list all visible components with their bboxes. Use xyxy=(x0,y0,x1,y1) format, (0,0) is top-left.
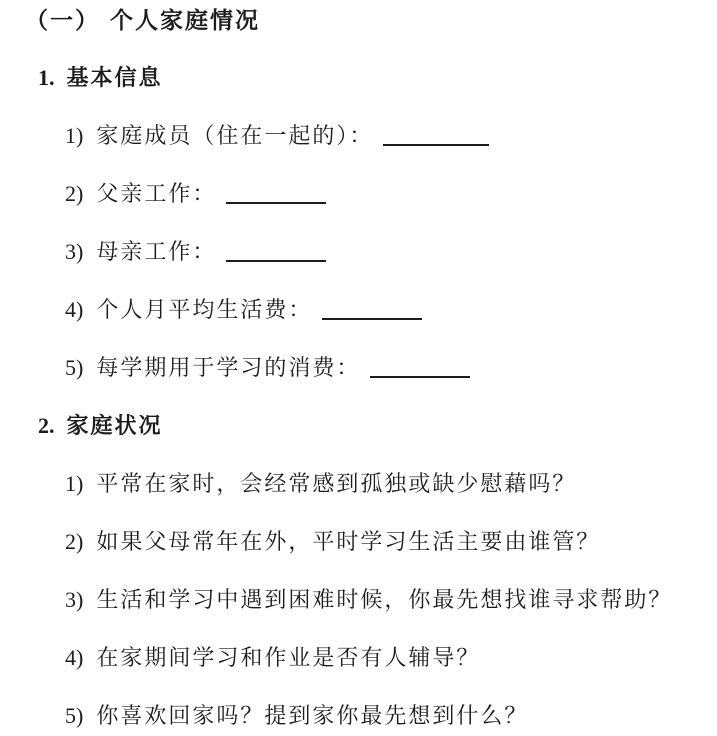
answer-blank-line xyxy=(383,124,489,146)
question-item-seek-help xyxy=(65,584,709,616)
item-label: 你喜欢回家吗？提到家你最先想到什么？ xyxy=(96,704,529,729)
item-label: 如果父母常年在外，平时学习生活主要由谁管？ xyxy=(96,530,601,555)
item-number: 1) xyxy=(65,471,84,496)
question-item-like-going-home xyxy=(65,700,709,732)
question-item-study-expense xyxy=(65,352,709,384)
item-label: 母亲工作： xyxy=(96,240,217,265)
question-item-monthly-living-expense xyxy=(65,294,709,326)
answer-blank-line xyxy=(322,298,422,320)
answer-blank-line xyxy=(226,182,326,204)
item-label: 在家期间学习和作业是否有人辅导？ xyxy=(96,646,481,671)
item-number: 4) xyxy=(65,645,84,670)
answer-blank-line xyxy=(370,356,470,378)
answer-blank-line xyxy=(226,240,326,262)
item-label: 每学期用于学习的消费： xyxy=(96,356,361,381)
question-item-homework-tutor xyxy=(65,642,709,674)
item-label: 生活和学习中遇到困难时候，你最先想找谁寻求帮助？ xyxy=(96,588,673,613)
item-number: 5) xyxy=(65,703,84,728)
item-number: 3) xyxy=(65,239,84,264)
item-label: 家庭成员（住在一起的）： xyxy=(96,124,374,149)
question-item-lonely-at-home xyxy=(65,468,709,500)
subsection-number: 1. xyxy=(38,65,55,90)
item-label: 平常在家时，会经常感到孤独或缺少慰藉吗？ xyxy=(96,472,577,497)
section-title: （一） 个人家庭情况 xyxy=(25,7,261,34)
question-item-father-job xyxy=(65,178,709,210)
question-item-family-members xyxy=(65,120,709,152)
item-number: 3) xyxy=(65,587,84,612)
subsection-heading-family-status xyxy=(38,410,709,442)
subsection-number: 2. xyxy=(38,413,55,438)
item-number: 2) xyxy=(65,529,84,554)
item-number: 2) xyxy=(65,181,84,206)
item-label: 个人月平均生活费： xyxy=(96,298,313,323)
item-number: 1) xyxy=(65,123,84,148)
subsection-title: 家庭状况 xyxy=(66,413,163,439)
subsection-title: 基本信息 xyxy=(66,65,163,91)
item-label: 父亲工作： xyxy=(96,182,217,207)
item-number: 5) xyxy=(65,355,84,380)
item-number: 4) xyxy=(65,297,84,322)
subsection-heading-basic-info xyxy=(38,62,709,94)
question-item-mother-job xyxy=(65,236,709,268)
question-item-who-takes-care xyxy=(65,526,709,558)
